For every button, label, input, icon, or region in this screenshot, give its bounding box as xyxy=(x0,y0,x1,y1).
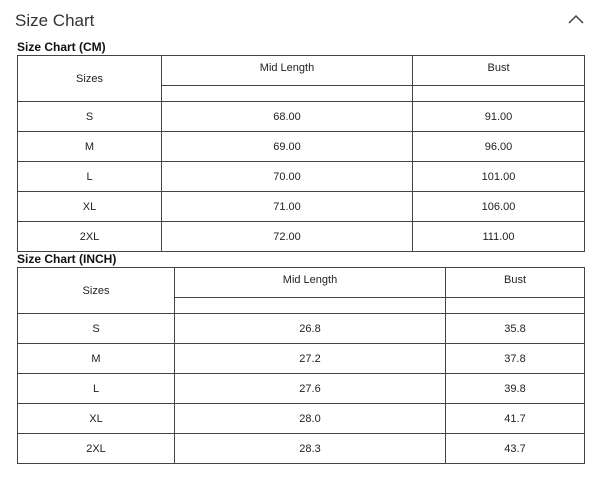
length-cell: 68.00 xyxy=(162,102,413,132)
header-sizes: Sizes xyxy=(18,56,162,102)
table-row xyxy=(18,434,585,464)
size-cell: 2XL xyxy=(18,222,162,252)
inch-table-title: Size Chart (INCH) xyxy=(17,252,117,266)
table-row xyxy=(18,162,585,192)
header-sizes: Sizes xyxy=(18,268,175,314)
table-row xyxy=(18,192,585,222)
bust-cell: 101.00 xyxy=(413,162,585,192)
size-table-cm xyxy=(17,55,585,252)
header-bust: Bust xyxy=(446,268,585,298)
size-cell: M xyxy=(18,132,162,162)
table-row xyxy=(18,404,585,434)
bust-cell: 96.00 xyxy=(413,132,585,162)
header-mid-length: Mid Length xyxy=(162,56,413,86)
size-cell: S xyxy=(18,314,175,344)
bust-cell: 43.7 xyxy=(446,434,585,464)
table-row xyxy=(18,222,585,252)
table-row xyxy=(18,102,585,132)
bust-cell: 91.00 xyxy=(413,102,585,132)
bust-cell: 35.8 xyxy=(446,314,585,344)
header-subcell xyxy=(413,86,585,102)
table-row xyxy=(18,374,585,404)
chevron-up-icon[interactable] xyxy=(566,12,586,26)
bust-cell: 39.8 xyxy=(446,374,585,404)
size-chart-header[interactable] xyxy=(0,0,600,40)
header-subcell xyxy=(175,298,446,314)
size-cell: 2XL xyxy=(18,434,175,464)
header-mid-length: Mid Length xyxy=(175,268,446,298)
cm-table-title: Size Chart (CM) xyxy=(17,40,106,54)
length-cell: 26.8 xyxy=(175,314,446,344)
size-cell: L xyxy=(18,374,175,404)
size-cell: XL xyxy=(18,404,175,434)
length-cell: 71.00 xyxy=(162,192,413,222)
header-subcell xyxy=(162,86,413,102)
size-table-inch xyxy=(17,267,585,464)
bust-cell: 106.00 xyxy=(413,192,585,222)
bust-cell: 37.8 xyxy=(446,344,585,374)
size-chart-title: Size Chart xyxy=(15,11,95,30)
size-cell: M xyxy=(18,344,175,374)
header-bust: Bust xyxy=(413,56,585,86)
length-cell: 27.6 xyxy=(175,374,446,404)
length-cell: 72.00 xyxy=(162,222,413,252)
length-cell: 28.3 xyxy=(175,434,446,464)
bust-cell: 41.7 xyxy=(446,404,585,434)
table-row xyxy=(18,132,585,162)
length-cell: 28.0 xyxy=(175,404,446,434)
length-cell: 70.00 xyxy=(162,162,413,192)
length-cell: 69.00 xyxy=(162,132,413,162)
header-subcell xyxy=(446,298,585,314)
table-row xyxy=(18,344,585,374)
size-cell: L xyxy=(18,162,162,192)
bust-cell: 111.00 xyxy=(413,222,585,252)
size-cell: S xyxy=(18,102,162,132)
length-cell: 27.2 xyxy=(175,344,446,374)
table-row xyxy=(18,314,585,344)
size-cell: XL xyxy=(18,192,162,222)
